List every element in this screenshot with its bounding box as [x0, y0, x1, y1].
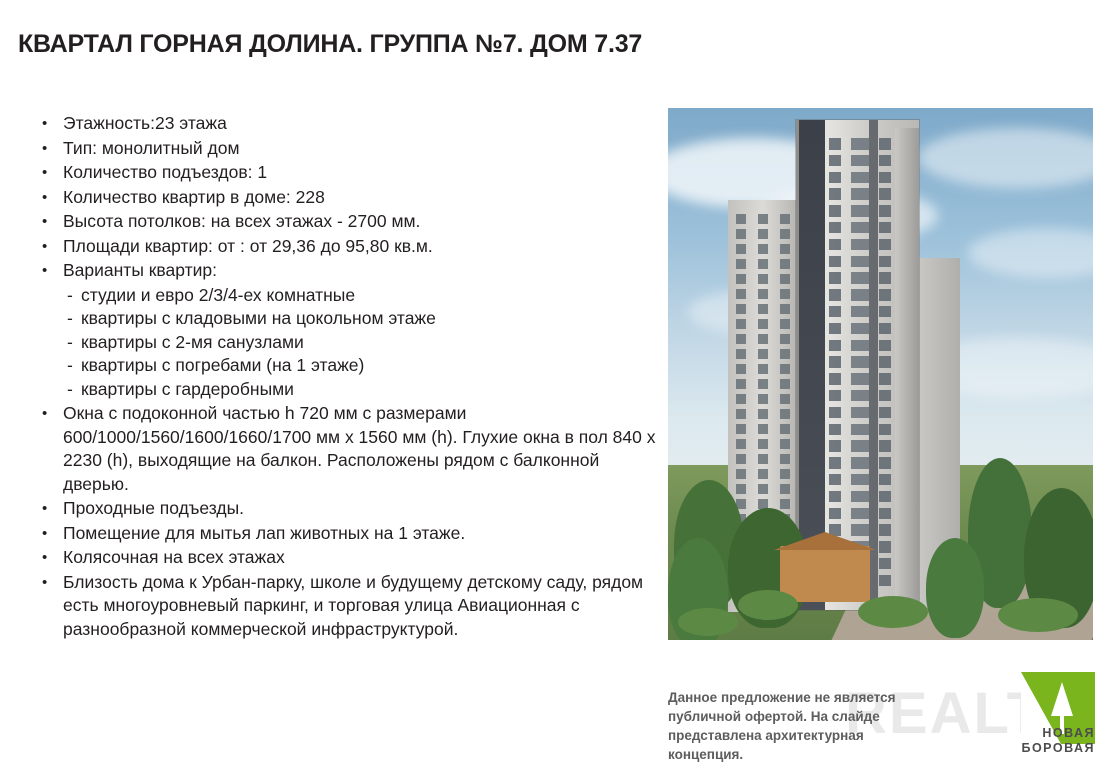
window-row — [736, 484, 790, 494]
window-shape — [879, 340, 891, 352]
window-row — [829, 340, 891, 352]
window-shape — [879, 558, 891, 570]
window-shape — [851, 222, 869, 234]
window-shape — [829, 172, 841, 184]
window-shape — [851, 155, 869, 167]
window-row — [829, 155, 891, 167]
window-row — [736, 349, 790, 359]
window-shape — [851, 457, 869, 469]
window-shape — [736, 424, 746, 434]
window-shape — [829, 272, 841, 284]
window-shape — [780, 334, 790, 344]
window-shape — [851, 272, 869, 284]
window-shape — [780, 289, 790, 299]
window-shape — [851, 289, 869, 301]
window-shape — [829, 340, 841, 352]
window-shape — [829, 323, 841, 335]
window-shape — [780, 214, 790, 224]
window-shape — [829, 155, 841, 167]
window-row — [736, 469, 790, 479]
window-shape — [879, 289, 891, 301]
list-item: • Количество квартир в доме: 228 — [18, 186, 658, 210]
window-row — [829, 205, 891, 217]
sub-list-wrapper — [18, 284, 658, 402]
window-row — [736, 274, 790, 284]
window-shape — [851, 256, 869, 268]
window-row — [829, 508, 891, 520]
window-shape — [758, 229, 768, 239]
window-shape — [829, 474, 841, 486]
tower-right-facade — [895, 128, 919, 610]
window-shape — [879, 524, 891, 536]
window-shape — [758, 274, 768, 284]
window-row — [736, 304, 790, 314]
window-row — [736, 379, 790, 389]
window-shape — [879, 239, 891, 251]
watermark-text: REALT — [845, 681, 1045, 746]
window-shape — [829, 289, 841, 301]
window-shape — [736, 394, 746, 404]
tree-icon — [1051, 682, 1073, 716]
window-shape — [879, 575, 891, 587]
list-item: • Близость дома к Урбан-парку, школе и будущему детскому саду, рядом есть многоуровневый паркинг, и торговая улица Авиационная с разнообразной коммерческой инфраструктурой. — [18, 571, 658, 642]
list-item: • Варианты квартир: — [18, 259, 658, 283]
window-shape — [736, 244, 746, 254]
window-row — [829, 188, 891, 200]
window-row — [829, 323, 891, 335]
disclaimer-text: Данное предложение не является публичной офертой. На слайде представлена архитектурная концепция. — [668, 690, 896, 762]
window-shape — [780, 244, 790, 254]
bush-shape — [738, 590, 798, 620]
window-shape — [879, 491, 891, 503]
window-shape — [851, 138, 869, 150]
window-shape — [829, 256, 841, 268]
window-shape — [851, 407, 869, 419]
window-shape — [829, 407, 841, 419]
window-shape — [829, 205, 841, 217]
window-row — [736, 289, 790, 299]
window-shape — [851, 188, 869, 200]
sub-list-item: - квартиры с гардеробными — [63, 378, 658, 402]
window-shape — [780, 469, 790, 479]
window-shape — [736, 304, 746, 314]
window-row — [829, 306, 891, 318]
window-shape — [879, 222, 891, 234]
window-shape — [851, 491, 869, 503]
window-shape — [758, 319, 768, 329]
window-row — [829, 239, 891, 251]
window-shape — [829, 239, 841, 251]
logo-line-2: БОРОВАЯ — [1021, 741, 1095, 755]
window-row — [736, 319, 790, 329]
window-shape — [758, 409, 768, 419]
window-shape — [736, 349, 746, 359]
window-shape — [879, 306, 891, 318]
window-row — [736, 424, 790, 434]
window-shape — [829, 222, 841, 234]
window-shape — [851, 356, 869, 368]
window-shape — [736, 484, 746, 494]
list-item: • Тип: монолитный дом — [18, 137, 658, 161]
window-shape — [879, 256, 891, 268]
window-shape — [851, 508, 869, 520]
logo-text — [987, 726, 1095, 756]
window-shape — [780, 409, 790, 419]
logo — [987, 672, 1095, 764]
features-list-container — [18, 112, 658, 642]
window-shape — [736, 439, 746, 449]
window-shape — [758, 214, 768, 224]
window-shape — [851, 306, 869, 318]
window-shape — [758, 304, 768, 314]
window-shape — [879, 407, 891, 419]
building-rendering-image — [668, 108, 1093, 640]
window-shape — [758, 364, 768, 374]
window-shape — [879, 474, 891, 486]
window-shape — [829, 373, 841, 385]
window-row — [829, 138, 891, 150]
window-shape — [851, 340, 869, 352]
tree-shape — [926, 538, 984, 638]
window-shape — [879, 541, 891, 553]
sub-list-item: - квартиры с 2-мя санузлами — [63, 331, 658, 355]
window-shape — [829, 356, 841, 368]
window-shape — [758, 289, 768, 299]
window-shape — [736, 454, 746, 464]
window-shape — [879, 440, 891, 452]
window-row — [736, 229, 790, 239]
window-shape — [879, 323, 891, 335]
logo-line-1: НОВАЯ — [1042, 726, 1095, 740]
window-shape — [736, 379, 746, 389]
window-shape — [758, 454, 768, 464]
window-shape — [879, 390, 891, 402]
window-row — [736, 259, 790, 269]
window-shape — [879, 356, 891, 368]
window-shape — [851, 373, 869, 385]
window-shape — [829, 390, 841, 402]
window-row — [736, 334, 790, 344]
window-row — [736, 364, 790, 374]
window-shape — [780, 349, 790, 359]
window-shape — [879, 457, 891, 469]
window-shape — [736, 319, 746, 329]
window-row — [736, 409, 790, 419]
window-row — [829, 356, 891, 368]
list-item: • Помещение для мытья лап животных на 1 этаже. — [18, 522, 658, 546]
window-shape — [879, 373, 891, 385]
window-shape — [879, 508, 891, 520]
window-row — [829, 256, 891, 268]
window-shape — [758, 379, 768, 389]
window-shape — [851, 239, 869, 251]
window-shape — [879, 155, 891, 167]
window-shape — [851, 424, 869, 436]
window-shape — [758, 334, 768, 344]
apartment-options-list — [63, 284, 658, 402]
window-shape — [736, 364, 746, 374]
list-item: • Высота потолков: на всех этажах - 2700 мм. — [18, 210, 658, 234]
list-item: • Этажность:23 этажа — [18, 112, 658, 136]
window-shape — [736, 469, 746, 479]
features-list — [18, 112, 658, 641]
window-row — [829, 373, 891, 385]
window-shape — [829, 138, 841, 150]
sub-list-item: - студии и евро 2/3/4-ех комнатные — [63, 284, 658, 308]
window-shape — [780, 259, 790, 269]
window-shape — [736, 274, 746, 284]
window-row — [736, 439, 790, 449]
window-shape — [780, 274, 790, 284]
window-row — [829, 222, 891, 234]
window-shape — [780, 229, 790, 239]
window-shape — [879, 172, 891, 184]
list-item: • Количество подъездов: 1 — [18, 161, 658, 185]
window-row — [829, 457, 891, 469]
window-shape — [879, 138, 891, 150]
window-shape — [879, 424, 891, 436]
sub-list-item: - квартиры с кладовыми на цокольном этаже — [63, 307, 658, 331]
window-shape — [851, 172, 869, 184]
window-shape — [829, 457, 841, 469]
bush-shape — [998, 598, 1078, 632]
window-shape — [758, 394, 768, 404]
list-item: • Проходные подъезды. — [18, 497, 658, 521]
window-shape — [780, 394, 790, 404]
window-shape — [758, 469, 768, 479]
window-shape — [758, 349, 768, 359]
window-shape — [780, 379, 790, 389]
window-row — [736, 244, 790, 254]
window-shape — [851, 440, 869, 452]
window-row — [736, 214, 790, 224]
window-shape — [758, 259, 768, 269]
window-shape — [780, 319, 790, 329]
window-shape — [758, 484, 768, 494]
window-shape — [780, 424, 790, 434]
window-shape — [780, 439, 790, 449]
window-shape — [758, 424, 768, 434]
window-shape — [758, 439, 768, 449]
window-row — [736, 394, 790, 404]
window-grid-main — [829, 138, 891, 598]
window-shape — [829, 508, 841, 520]
window-shape — [780, 454, 790, 464]
window-shape — [879, 205, 891, 217]
window-row — [829, 440, 891, 452]
window-row — [736, 454, 790, 464]
window-shape — [851, 205, 869, 217]
window-shape — [780, 304, 790, 314]
window-row — [829, 289, 891, 301]
window-row — [829, 424, 891, 436]
window-shape — [879, 188, 891, 200]
window-shape — [736, 409, 746, 419]
window-row — [829, 390, 891, 402]
window-shape — [758, 244, 768, 254]
window-row — [829, 474, 891, 486]
playground-roof — [774, 532, 876, 550]
window-shape — [829, 188, 841, 200]
window-shape — [780, 499, 790, 509]
window-shape — [736, 289, 746, 299]
window-row — [829, 172, 891, 184]
window-shape — [780, 364, 790, 374]
page-title: КВАРТАЛ ГОРНАЯ ДОЛИНА. ГРУППА №7. ДОМ 7.37 — [18, 30, 643, 58]
window-shape — [736, 259, 746, 269]
window-shape — [829, 440, 841, 452]
window-shape — [829, 306, 841, 318]
window-shape — [829, 491, 841, 503]
window-shape — [736, 229, 746, 239]
window-shape — [851, 390, 869, 402]
window-row — [829, 407, 891, 419]
list-item: • Колясочная на всех этажах — [18, 546, 658, 570]
list-item: • Окна с подоконной частью h 720 мм с размерами 600/1000/1560/1600/1660/1700 мм х 1560 мм (h). Глухие окна в пол 840 х 2230 (h), выходящие на балкон. Расположены рядом с балконной дверью. — [18, 402, 658, 496]
bush-shape — [678, 608, 738, 636]
list-item: • Площади квартир: от : от 29,36 до 95,80 кв.м. — [18, 235, 658, 259]
window-shape — [829, 424, 841, 436]
playground-structure — [780, 546, 870, 602]
window-shape — [879, 272, 891, 284]
window-shape — [851, 474, 869, 486]
window-shape — [736, 334, 746, 344]
bush-shape — [858, 596, 928, 628]
window-row — [829, 491, 891, 503]
window-row — [829, 272, 891, 284]
sub-list-item: - квартиры с погребами (на 1 этаже) — [63, 354, 658, 378]
window-shape — [736, 214, 746, 224]
window-shape — [780, 484, 790, 494]
window-shape — [851, 323, 869, 335]
